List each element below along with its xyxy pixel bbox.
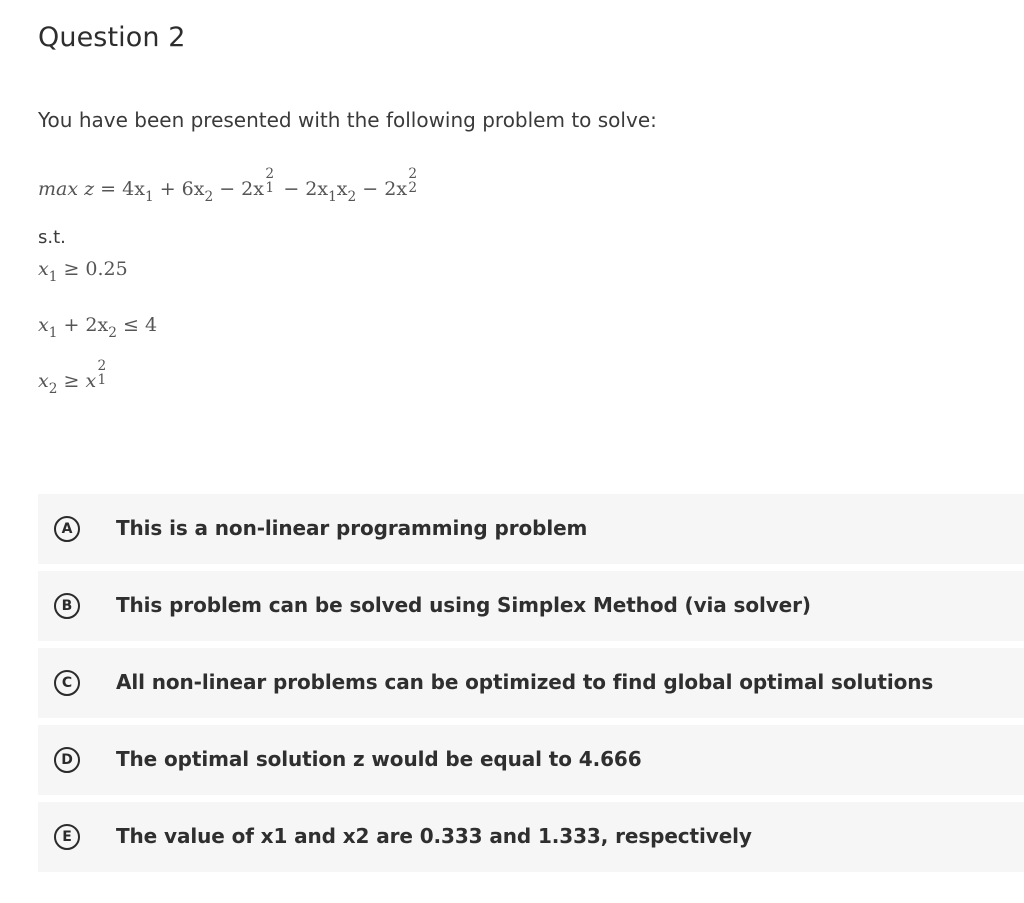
subject-to-label: s.t. (38, 227, 66, 248)
option-text-a: This is a non-linear programming problem (116, 516, 588, 540)
answer-options (38, 494, 1024, 879)
option-letter-b: B (54, 593, 80, 619)
option-c[interactable] (38, 648, 1024, 718)
option-text-d: The optimal solution z would be equal to 4.666 (116, 747, 642, 771)
option-text-e: The value of x1 and x2 are 0.333 and 1.333, respectively (116, 824, 752, 848)
term-2x1-squared: − 2x 2 1 (219, 166, 275, 200)
option-letter-c: C (54, 670, 80, 696)
constraint-3: $x_2 \ge x$ 2 1 (38, 358, 107, 398)
max-label: max (38, 178, 79, 200)
option-letter-d: D (54, 747, 80, 773)
constraint-1: $x_1 \ge 0.25$ (38, 258, 128, 286)
option-a[interactable] (38, 494, 1024, 564)
option-letter-a: A (54, 516, 80, 542)
term-2x1x2: − $2x_1x_2$ (283, 178, 357, 206)
constraint-2: $x_1 + 2x_2 \le 4$ (38, 314, 158, 342)
z-variable: z (84, 178, 95, 200)
term-2x2-squared: − 2x 2 2 (362, 166, 418, 200)
objective-function (38, 166, 420, 206)
term-4x1: $4x_1$ (122, 178, 154, 206)
option-e[interactable] (38, 802, 1024, 872)
equals-sign: = (100, 178, 117, 200)
option-text-c: All non-linear problems can be optimized to find global optimal solutions (116, 670, 934, 694)
question-title: Question 2 (38, 22, 186, 53)
option-b[interactable] (38, 571, 1024, 641)
term-6x2: + $6x_2$ (159, 178, 214, 206)
option-text-b: This problem can be solved using Simplex Method (via solver) (116, 593, 811, 617)
option-d[interactable] (38, 725, 1024, 795)
option-letter-e: E (54, 824, 80, 850)
question-prompt: You have been presented with the following problem to solve: (38, 108, 657, 132)
